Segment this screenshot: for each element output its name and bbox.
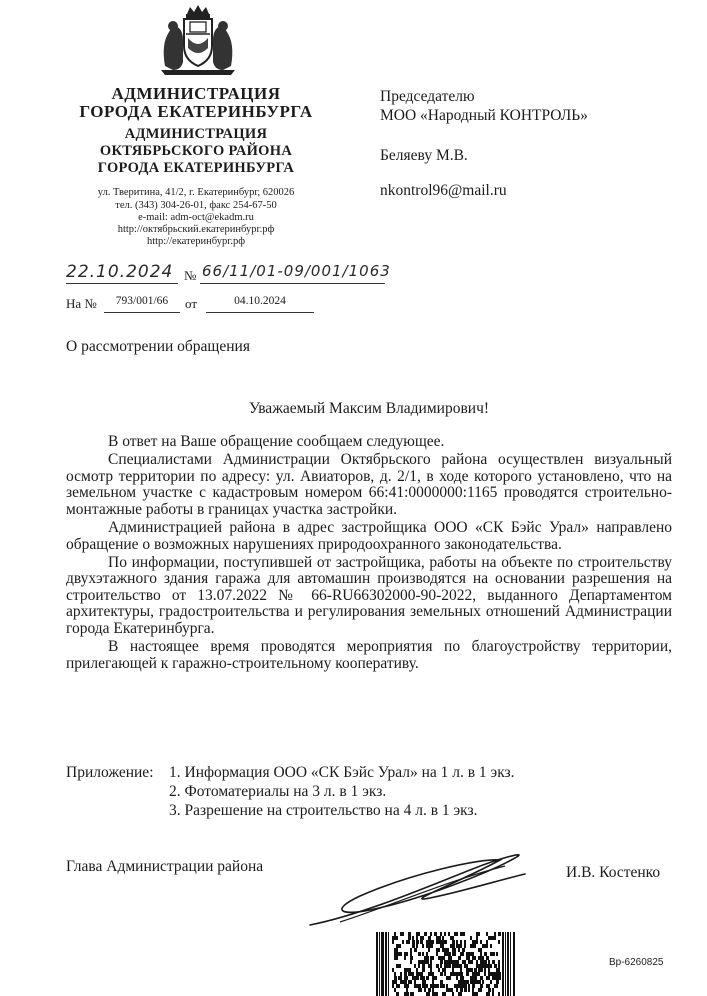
org-address: ул. Тверитина, 41/2, г. Екатеринбург, 620026 bbox=[97, 187, 295, 198]
paragraph-4: По информации, поступившей от застройщика, работы на объекте по строительству двухэтажного здания гаража для автомашин производятся на основании разрешения на строительство от 13.07.2022 № 66-RU66302000-90-2022, выданного Департаментом архитектуры, градостроительства и регулирования земельных отношений Администрации города Екатеринбурга. bbox=[66, 553, 672, 638]
attachments-label: Приложение: bbox=[66, 764, 154, 781]
attachment-item-2: 2. Фотоматериалы на 3 л. в 1 экз. bbox=[169, 783, 387, 800]
paragraph-3: Администрацией района в адрес застройщика ООО «СК Бэйс Урал» направлено обращение о возможных нарушениях природоохранного законодательства. bbox=[66, 518, 672, 553]
letter-subject: О рассмотрении обращения bbox=[66, 338, 250, 355]
paragraph-1: В ответ на Ваше обращение сообщаем следующее. bbox=[108, 433, 445, 450]
org-name-line2: ГОРОДА ЕКАТЕРИНБУРГА bbox=[79, 102, 313, 121]
barcode-image bbox=[376, 932, 516, 996]
document-code: Вр-6260825 bbox=[609, 957, 664, 968]
letter-body bbox=[66, 434, 672, 674]
coat-of-arms-emblem bbox=[157, 4, 239, 76]
paragraph-5: В настоящее время проводятся мероприятия по благоустройству территории, прилегающей к гаражно-строительному кооперативу. bbox=[66, 638, 672, 672]
org-phone: тел. (343) 304-26-01, факс 254-67-50 bbox=[115, 200, 277, 211]
reply-date: 04.10.2024 bbox=[234, 295, 286, 307]
reply-number-underline bbox=[104, 312, 180, 313]
reply-number: 793/001/66 bbox=[115, 295, 169, 307]
sub-org-line2: ОКТЯБРЬСКОГО РАЙОНА bbox=[99, 143, 293, 159]
reply-date-underline bbox=[206, 312, 314, 313]
reply-number-prefix: На № bbox=[66, 296, 97, 311]
letter-greeting: Уважаемый Максим Владимирович! bbox=[248, 400, 490, 417]
signatory-position: Глава Администрации района bbox=[66, 858, 264, 875]
org-email: e-mail: adm-oct@ekadm.ru bbox=[138, 212, 254, 223]
handwritten-signature bbox=[300, 830, 540, 935]
number-underline bbox=[200, 283, 385, 284]
sub-org-line1: АДМИНИСТРАЦИЯ bbox=[124, 126, 268, 142]
org-website-1: http://октябрьский.екатеринбург.рф bbox=[117, 224, 275, 235]
date-underline bbox=[66, 283, 178, 284]
attachment-item-1: 1. Информация ООО «СК Бэйс Урал» на 1 л. в 1 экз. bbox=[169, 764, 515, 781]
addressee-organization: МОО «Народный КОНТРОЛЬ» bbox=[380, 107, 588, 124]
signatory-name: И.В. Костенко bbox=[566, 864, 661, 881]
from-label: от bbox=[185, 296, 198, 311]
outgoing-date: 22.10.2024 bbox=[66, 262, 174, 282]
sub-org-line3: ГОРОДА ЕКАТЕРИНБУРГА bbox=[97, 160, 295, 176]
number-prefix: № bbox=[184, 268, 197, 283]
addressee-title: Председателю bbox=[380, 88, 475, 105]
org-website-2: http://екатеринбург.рф bbox=[146, 236, 246, 247]
paragraph-2: Специалистами Администрации Октябрьского района осуществлен визуальный осмотр территории по адресу: ул. Авиаторов, д. 2/1, в ходе которого установлено, что на земельном участке с кадастровым номером 66:41:0000000:1165 проводятся строительно-монтажные работы в границах участка застройки. bbox=[66, 451, 672, 518]
attachment-item-3: 3. Разрешение на строительство на 4 л. в 1 экз. bbox=[169, 802, 478, 819]
addressee-email: nkontrol96@mail.ru bbox=[380, 182, 507, 199]
outgoing-number: 66/11/01-09/001/1063 bbox=[202, 262, 391, 280]
org-name-line1: АДМИНИСТРАЦИЯ bbox=[111, 84, 281, 103]
addressee-name: Беляеву М.В. bbox=[380, 147, 468, 164]
